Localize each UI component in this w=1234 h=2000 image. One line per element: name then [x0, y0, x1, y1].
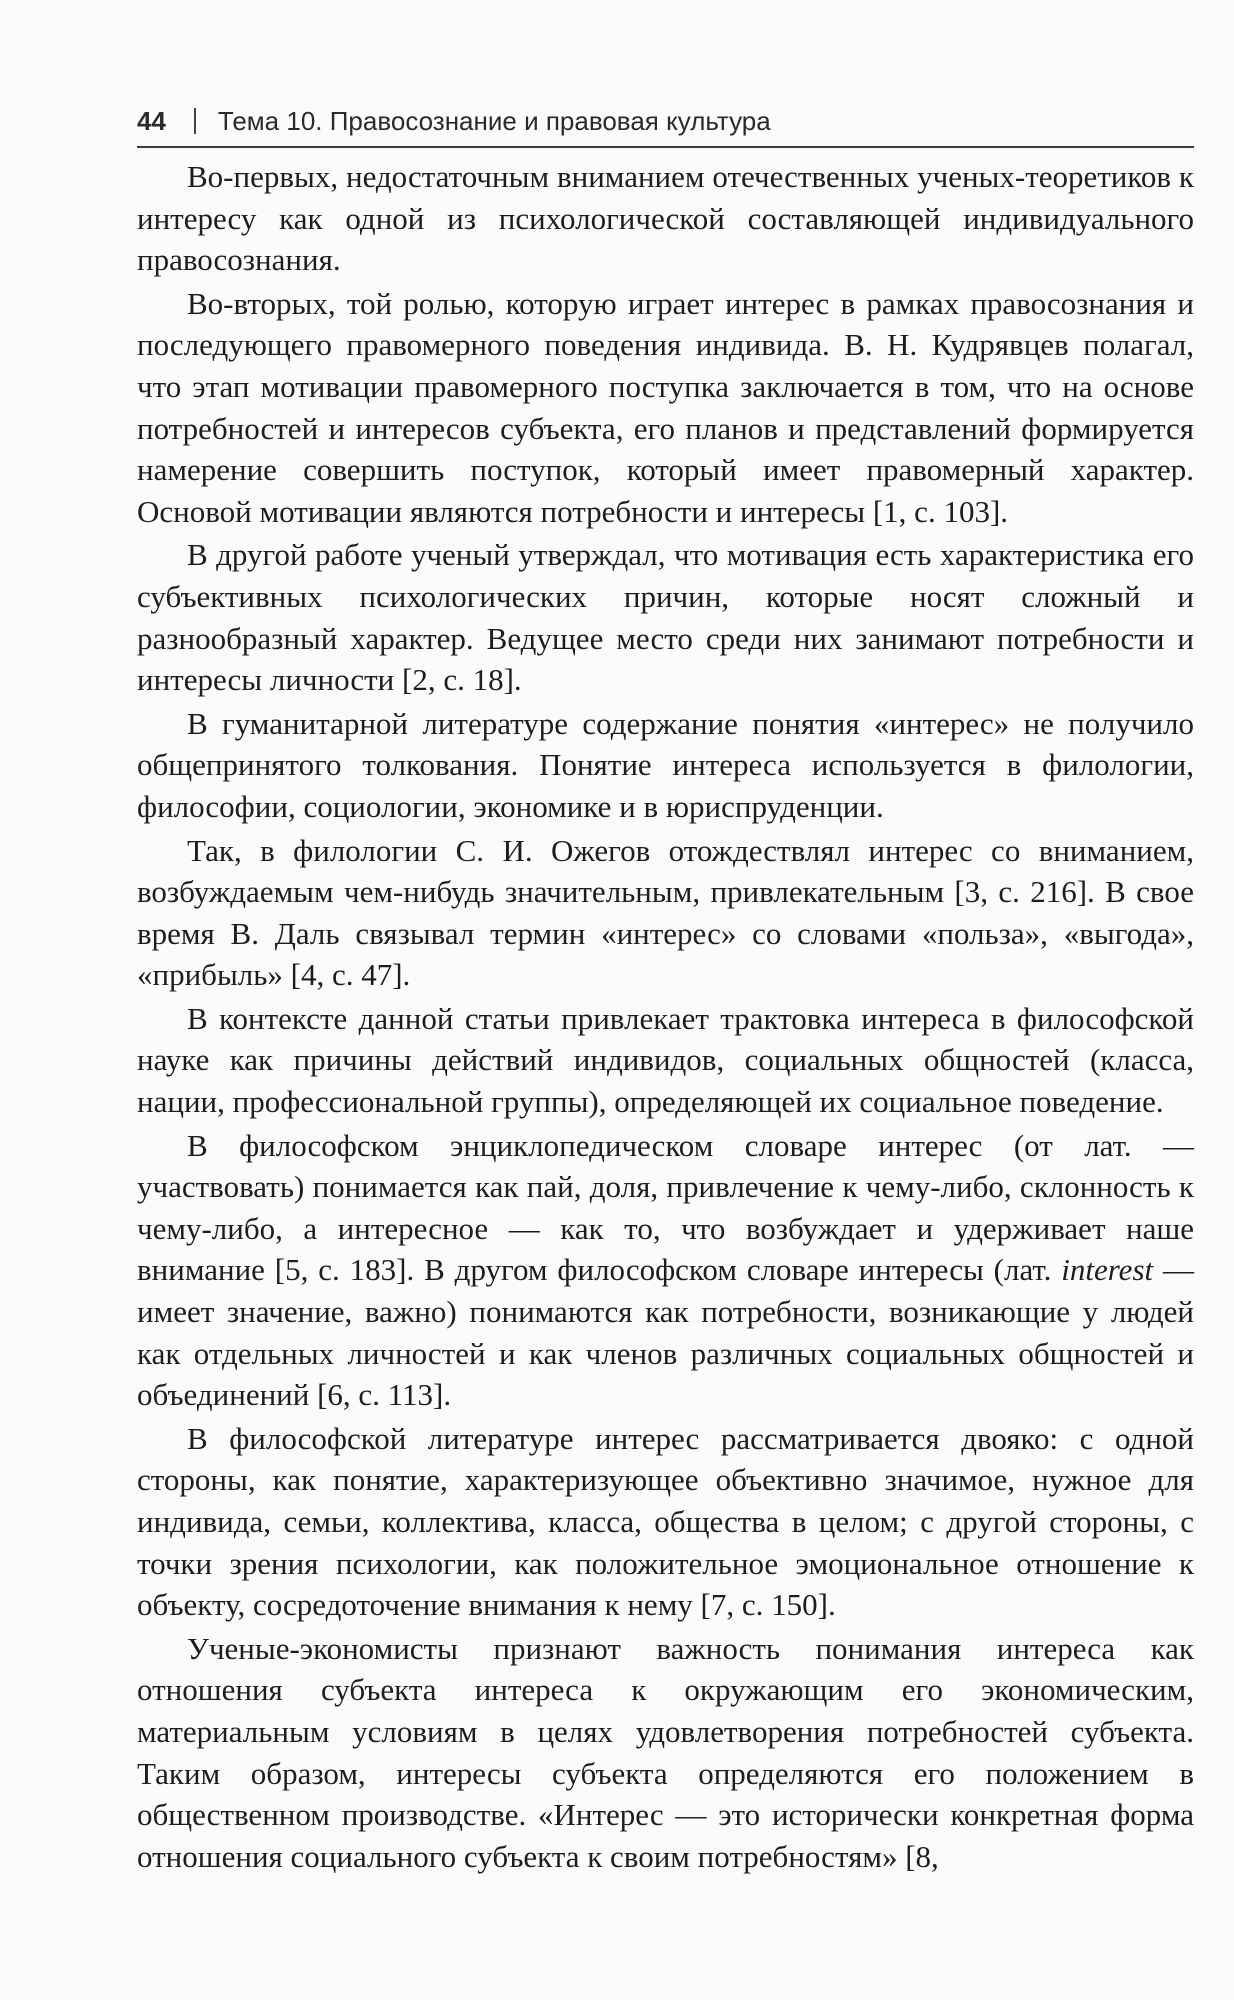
running-header	[137, 101, 1194, 141]
header-separator	[194, 108, 196, 134]
paragraph: Во-первых, недостаточным вниманием отечественных ученых-теоретиков к интересу как одной из психологической составляющей индивидуального правосознания.	[137, 159, 1194, 278]
paragraph: Во-вторых, той ролью, которую играет интерес в рамках правосознания и последующего правомерного поведения индивида. В. Н. Кудрявцев полагал, что этап мотивации правомерного поступка заключается в том, что на основе потребностей и интересов субъекта, его планов и представлений формируется намерение совершить поступок, который имеет правомерный характер. Основой мотивации являются потребности и интересы [1, с. 103].	[137, 285, 1194, 529]
paragraph: Ученые-экономисты признают важность понимания интереса как отношения субъекта интереса к окружающим его экономическим, материальным условиям в целях удовлетворения потребностей субъекта. Таким образом, интересы субъекта определяются его положением в общественном производстве. «Интерес — это исторически конкретная форма отношения социального субъекта к своим потребностям» [8,	[137, 1630, 1194, 1874]
header-rule	[137, 146, 1194, 148]
latin-term: interest	[1061, 1252, 1154, 1288]
running-title: Тема 10. Правосознание и правовая культура	[217, 106, 771, 136]
paragraph: Так, в филологии С. И. Ожегов отождествлял интерес со вниманием, возбуждаемым чем-нибудь значительным, привлекательным [3, с. 216]. В свое время В. Даль связывал термин «интерес» со словами «польза», «выгода», «прибыль» [4, с. 47].	[137, 832, 1194, 993]
page-number: 44	[137, 106, 166, 136]
body-text	[137, 156, 1194, 1877]
paragraph: В философской литературе интерес рассматривается двояко: с одной стороны, как понятие, характеризующее объективно значимое, нужное для индивида, семьи, коллектива, класса, общества в целом; с другой стороны, с точки зрения психологии, как положительное эмоциональное отношение к объекту, сосредоточение внимания к нему [7, с. 150].	[137, 1420, 1194, 1623]
paragraph-with-italic: В философском энциклопедическом словаре интерес (от лат. — участвовать) понимается как пай, доля, привлечение к чему-либо, склонность к чему-либо, а интересное — как то, что возбуждает и удерживает наше внимание [5, с. 183]. В другом философском словаре интересы (лат. interest — имеет значение, важно) понимаются как потребности, возникающие у людей как отдельных личностей и как членов различных социальных общностей и объединений [6, с. 113].	[137, 1127, 1195, 1413]
paragraph: В гуманитарной литературе содержание понятия «интерес» не получило общепринятого толкования. Понятие интереса используется в филологии, философии, социологии, экономике и в юриспруденции.	[137, 705, 1194, 824]
paragraph: В другой работе ученый утверждал, что мотивация есть характеристика его субъективных психологических причин, которые носят сложный и разнообразный характер. Ведущее место среди них занимают потребности и интересы личности [2, с. 18].	[137, 537, 1194, 698]
paragraph: В контексте данной статьи привлекает трактовка интереса в философской науке как причины действий индивидов, социальных общностей (класса, нации, профессиональной группы), определяющей их социальное поведение.	[137, 1000, 1194, 1120]
